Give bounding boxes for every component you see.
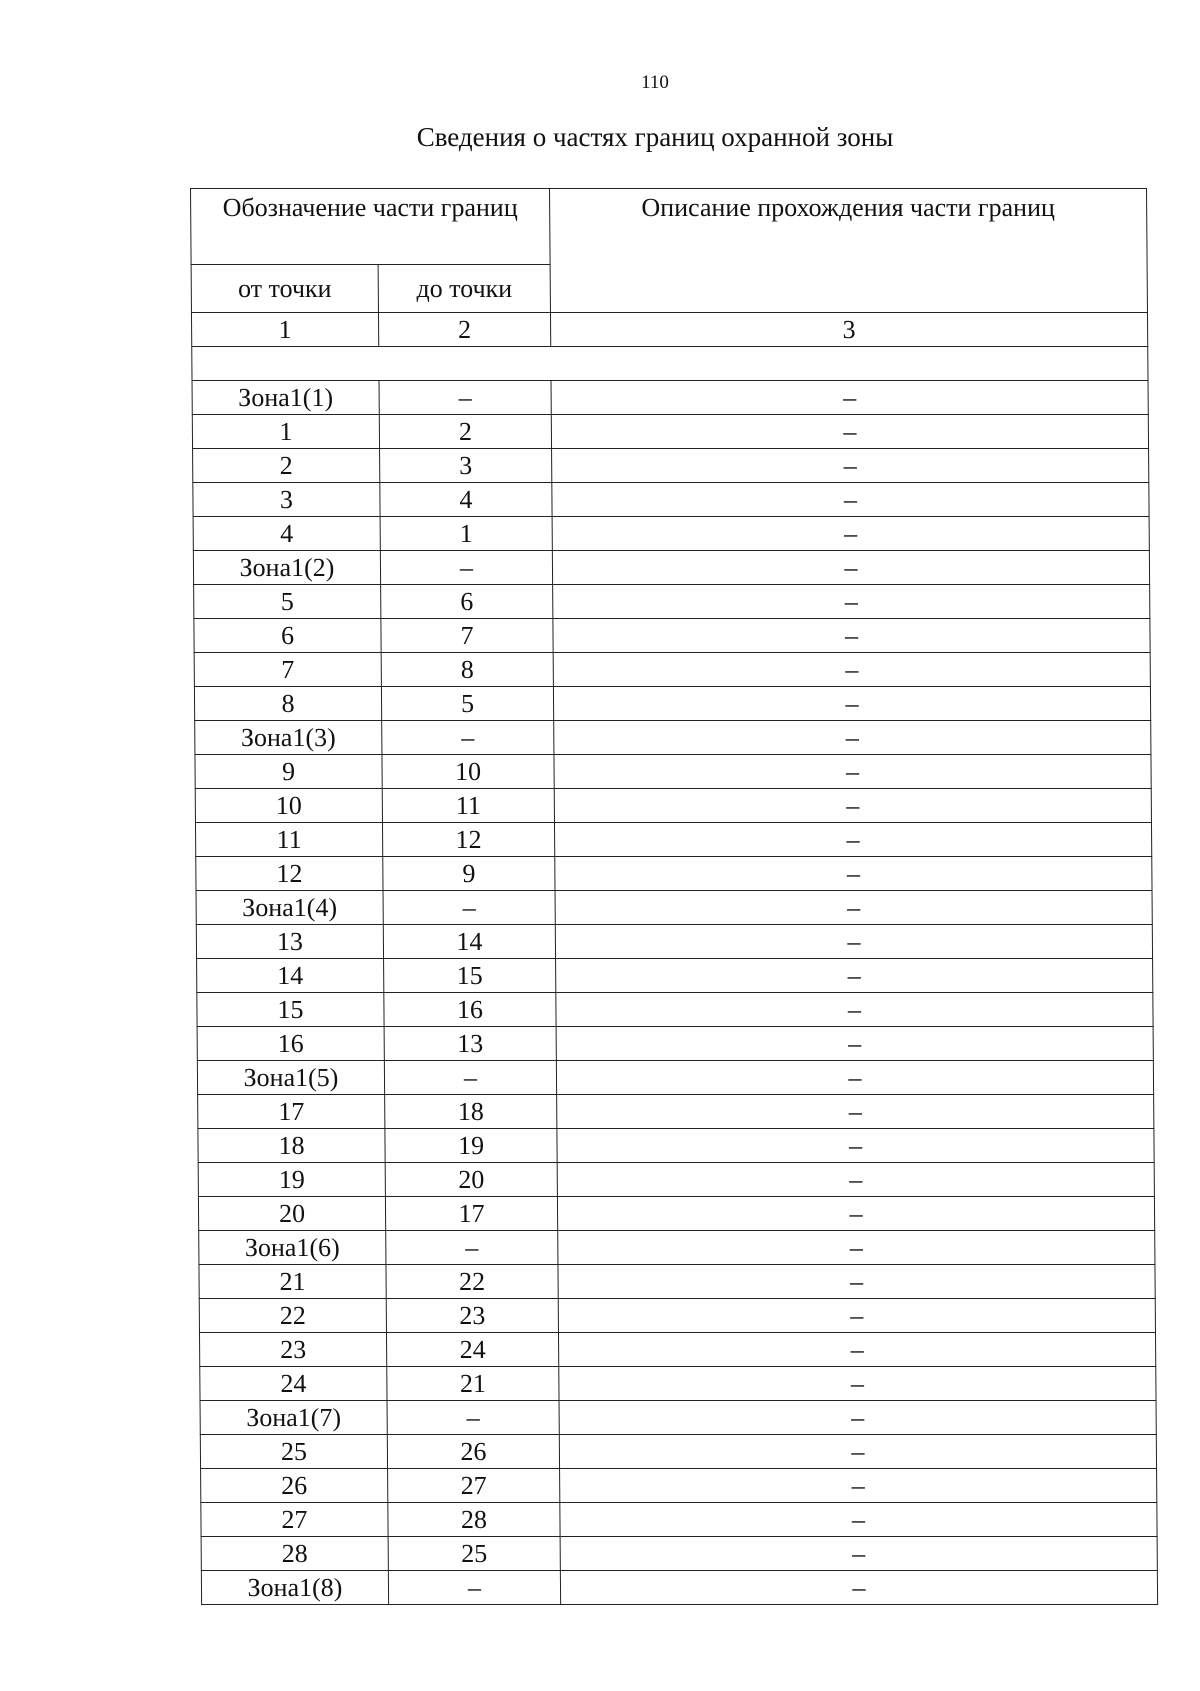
cell-to-point: – bbox=[383, 891, 555, 925]
blank-cell bbox=[192, 347, 1148, 381]
table-row bbox=[197, 1061, 1153, 1095]
cell-to-point: 10 bbox=[382, 755, 554, 789]
cell-to-point: 16 bbox=[384, 993, 556, 1027]
cell-to-point: 18 bbox=[385, 1095, 557, 1129]
cell-to-point: 4 bbox=[380, 483, 552, 517]
cell-description: – bbox=[555, 925, 1152, 959]
table-row bbox=[201, 1571, 1157, 1605]
cell-description: – bbox=[558, 1333, 1155, 1367]
header-from-point: от точки bbox=[191, 265, 378, 313]
table-row bbox=[197, 993, 1153, 1027]
cell-description: – bbox=[557, 1197, 1154, 1231]
cell-from-point: 24 bbox=[200, 1367, 387, 1401]
cell-to-point: 20 bbox=[385, 1163, 557, 1197]
cell-from-point: 21 bbox=[199, 1265, 386, 1299]
cell-from-point: 23 bbox=[199, 1333, 386, 1367]
cell-to-point: 27 bbox=[388, 1469, 560, 1503]
table-row bbox=[200, 1367, 1156, 1401]
cell-from-point: 6 bbox=[194, 619, 381, 653]
cell-description: – bbox=[557, 1095, 1154, 1129]
cell-to-point: 7 bbox=[381, 619, 553, 653]
cell-to-point: 5 bbox=[381, 687, 553, 721]
cell-to-point: 14 bbox=[383, 925, 555, 959]
cell-to-point: 26 bbox=[387, 1435, 559, 1469]
cell-from-point: 1 bbox=[192, 415, 379, 449]
cell-from-point: Зона1(6) bbox=[199, 1231, 386, 1265]
cell-to-point: – bbox=[387, 1401, 559, 1435]
cell-to-point: 21 bbox=[387, 1367, 559, 1401]
cell-from-point: 11 bbox=[195, 823, 382, 857]
cell-description: – bbox=[559, 1401, 1156, 1435]
cell-to-point: – bbox=[384, 1061, 556, 1095]
cell-from-point: 4 bbox=[193, 517, 380, 551]
cell-description: – bbox=[560, 1503, 1157, 1537]
cell-to-point: 17 bbox=[385, 1197, 557, 1231]
cell-description: – bbox=[555, 857, 1152, 891]
cell-description: – bbox=[556, 993, 1153, 1027]
cell-to-point: 15 bbox=[384, 959, 556, 993]
cell-description: – bbox=[552, 483, 1149, 517]
cell-description: – bbox=[557, 1163, 1154, 1197]
cell-description: – bbox=[556, 959, 1153, 993]
cell-description: – bbox=[551, 381, 1148, 415]
cell-to-point: 24 bbox=[386, 1333, 558, 1367]
table-row bbox=[193, 517, 1149, 551]
table-header-row bbox=[191, 189, 1148, 265]
cell-description: – bbox=[553, 585, 1150, 619]
cell-from-point: 7 bbox=[194, 653, 381, 687]
cell-description: – bbox=[553, 687, 1150, 721]
column-numbers-row bbox=[191, 313, 1147, 347]
table-row bbox=[201, 1469, 1157, 1503]
cell-description: – bbox=[558, 1265, 1155, 1299]
table-row bbox=[201, 1503, 1157, 1537]
boundary-parts-table bbox=[190, 188, 1158, 1605]
table-row bbox=[195, 789, 1151, 823]
table-row bbox=[194, 653, 1150, 687]
cell-from-point: Зона1(7) bbox=[200, 1401, 387, 1435]
cell-from-point: Зона1(8) bbox=[201, 1571, 388, 1605]
cell-description: – bbox=[559, 1367, 1156, 1401]
cell-from-point: 28 bbox=[201, 1537, 388, 1571]
table-row bbox=[199, 1333, 1155, 1367]
cell-description: – bbox=[552, 449, 1149, 483]
cell-description: – bbox=[552, 517, 1149, 551]
table-row bbox=[199, 1231, 1155, 1265]
cell-from-point: 17 bbox=[198, 1095, 385, 1129]
table-row bbox=[196, 925, 1152, 959]
cell-description: – bbox=[560, 1469, 1157, 1503]
cell-to-point: 6 bbox=[381, 585, 553, 619]
table-row bbox=[198, 1197, 1154, 1231]
cell-description: – bbox=[554, 789, 1151, 823]
cell-from-point: Зона1(5) bbox=[197, 1061, 384, 1095]
header-description: Описание прохождения части границ bbox=[550, 189, 1148, 313]
cell-to-point: 13 bbox=[384, 1027, 556, 1061]
column-number-3: 3 bbox=[550, 313, 1147, 347]
cell-description: – bbox=[558, 1299, 1155, 1333]
cell-from-point: 12 bbox=[196, 857, 383, 891]
cell-to-point: 12 bbox=[382, 823, 554, 857]
cell-to-point: 28 bbox=[388, 1503, 560, 1537]
table-row bbox=[199, 1265, 1155, 1299]
table-row bbox=[194, 619, 1150, 653]
cell-description: – bbox=[552, 551, 1149, 585]
cell-from-point: 3 bbox=[193, 483, 380, 517]
column-number-2: 2 bbox=[378, 313, 550, 347]
cell-description: – bbox=[556, 1027, 1153, 1061]
cell-from-point: 22 bbox=[199, 1299, 386, 1333]
table-row bbox=[192, 381, 1148, 415]
cell-from-point: 20 bbox=[198, 1197, 385, 1231]
table-row bbox=[195, 823, 1151, 857]
table-row bbox=[193, 483, 1149, 517]
blank-row bbox=[192, 347, 1148, 381]
cell-to-point: 25 bbox=[388, 1537, 560, 1571]
table-row bbox=[192, 415, 1148, 449]
cell-description: – bbox=[554, 755, 1151, 789]
cell-from-point: 2 bbox=[193, 449, 380, 483]
cell-from-point: 10 bbox=[195, 789, 382, 823]
cell-from-point: 9 bbox=[195, 755, 382, 789]
cell-from-point: 18 bbox=[198, 1129, 385, 1163]
table-row bbox=[194, 585, 1150, 619]
cell-from-point: 14 bbox=[197, 959, 384, 993]
cell-to-point: 11 bbox=[382, 789, 554, 823]
cell-from-point: Зона1(1) bbox=[192, 381, 379, 415]
table-row bbox=[198, 1129, 1154, 1163]
cell-from-point: 25 bbox=[200, 1435, 387, 1469]
cell-description: – bbox=[560, 1537, 1157, 1571]
cell-description: – bbox=[551, 415, 1148, 449]
cell-from-point: Зона1(2) bbox=[193, 551, 380, 585]
cell-to-point: – bbox=[379, 381, 551, 415]
table-row bbox=[200, 1435, 1156, 1469]
table-row bbox=[197, 1027, 1153, 1061]
cell-description: – bbox=[553, 653, 1150, 687]
cell-description: – bbox=[554, 823, 1151, 857]
column-number-1: 1 bbox=[191, 313, 378, 347]
page-number: 110 bbox=[641, 72, 669, 93]
table-row bbox=[198, 1095, 1154, 1129]
cell-to-point: 2 bbox=[379, 415, 551, 449]
cell-from-point: 19 bbox=[198, 1163, 385, 1197]
cell-to-point: – bbox=[382, 721, 554, 755]
table-row bbox=[195, 755, 1151, 789]
cell-from-point: 15 bbox=[197, 993, 384, 1027]
cell-description: – bbox=[559, 1435, 1156, 1469]
cell-to-point: 22 bbox=[386, 1265, 558, 1299]
cell-to-point: 23 bbox=[386, 1299, 558, 1333]
cell-description: – bbox=[560, 1571, 1157, 1605]
cell-from-point: 13 bbox=[196, 925, 383, 959]
table-row bbox=[197, 959, 1153, 993]
cell-from-point: 8 bbox=[194, 687, 381, 721]
cell-description: – bbox=[553, 619, 1150, 653]
table-row bbox=[200, 1401, 1156, 1435]
table-row bbox=[195, 721, 1151, 755]
table-row bbox=[196, 857, 1152, 891]
table-row bbox=[193, 551, 1149, 585]
cell-to-point: – bbox=[388, 1571, 560, 1605]
table-row bbox=[201, 1537, 1157, 1571]
cell-to-point: – bbox=[386, 1231, 558, 1265]
cell-to-point: 3 bbox=[380, 449, 552, 483]
cell-to-point: 19 bbox=[385, 1129, 557, 1163]
table-row bbox=[198, 1163, 1154, 1197]
cell-from-point: 27 bbox=[201, 1503, 388, 1537]
cell-description: – bbox=[558, 1231, 1155, 1265]
table-row bbox=[194, 687, 1150, 721]
header-to-point: до точки bbox=[378, 265, 550, 313]
cell-from-point: Зона1(4) bbox=[196, 891, 383, 925]
cell-to-point: 1 bbox=[380, 517, 552, 551]
cell-description: – bbox=[554, 721, 1151, 755]
cell-description: – bbox=[555, 891, 1152, 925]
cell-to-point: – bbox=[380, 551, 552, 585]
cell-from-point: Зона1(3) bbox=[195, 721, 382, 755]
header-designation: Обозначение части границ bbox=[191, 189, 551, 265]
table-row bbox=[196, 891, 1152, 925]
cell-description: – bbox=[557, 1129, 1154, 1163]
page-title: Сведения о частях границ охранной зоны bbox=[416, 122, 894, 152]
cell-from-point: 26 bbox=[201, 1469, 388, 1503]
table-row bbox=[199, 1299, 1155, 1333]
table-row bbox=[193, 449, 1149, 483]
cell-description: – bbox=[556, 1061, 1153, 1095]
cell-from-point: 5 bbox=[194, 585, 381, 619]
cell-from-point: 16 bbox=[197, 1027, 384, 1061]
cell-to-point: 9 bbox=[383, 857, 555, 891]
cell-to-point: 8 bbox=[381, 653, 553, 687]
